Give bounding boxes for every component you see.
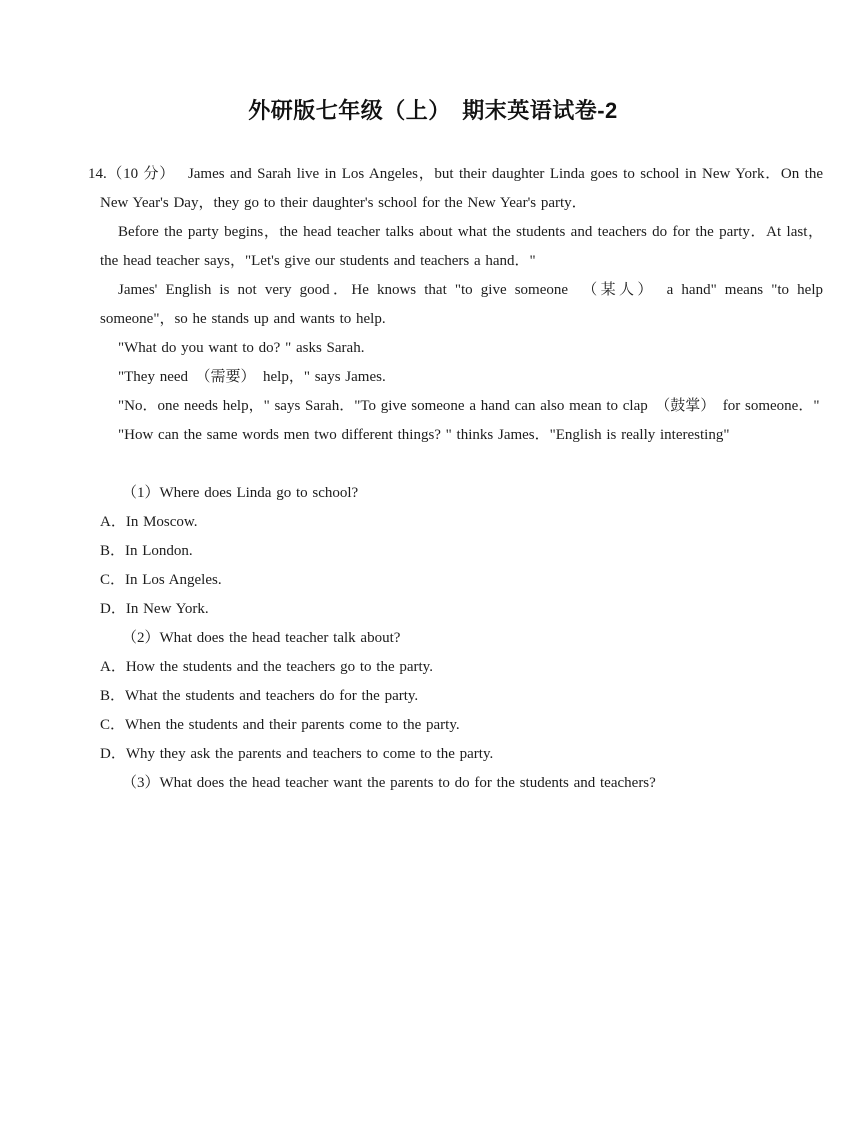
- paragraph-text: James and Sarah live in Los Angeles，but their daughter Linda goes to school in New York．On the New Year's Day，they go to their daughter's school for the New Year's party．: [100, 166, 823, 211]
- passage-paragraph: "No．one needs help，" says Sarah．"To give someone a hand can also mean to clap （鼓掌） for someone．": [118, 398, 820, 414]
- option: B．In London.: [100, 543, 193, 559]
- option: A．How the students and the teachers go to the party.: [100, 659, 433, 675]
- option: C．When the students and their parents come to the party.: [100, 717, 460, 733]
- subquestion-stem: （1）Where does Linda go to school?: [122, 485, 359, 501]
- document-title: 外研版七年级（上） 期末英语试卷-2: [248, 98, 618, 123]
- passage-paragraph: Before the party begins，the head teacher talks about what the students and teachers do for the party．At last，the head teacher says，"Let's give our students and teachers a hand．": [100, 224, 823, 269]
- option: D．Why they ask the parents and teachers to come to the party.: [100, 746, 494, 762]
- question-number: 14.（10 分）: [88, 166, 175, 182]
- document-body: [88, 160, 823, 798]
- subquestion-stem: （2）What does the head teacher talk about?: [122, 630, 401, 646]
- option: A．In Moscow.: [100, 514, 198, 530]
- option: D．In New York.: [100, 601, 209, 617]
- option: B．What the students and teachers do for the party.: [100, 688, 419, 704]
- passage-paragraph: "How can the same words men two different things? " thinks James．"English is really interesting": [118, 427, 730, 443]
- option: C．In Los Angeles.: [100, 572, 222, 588]
- passage-paragraph: [88, 160, 823, 218]
- passage-paragraph: James' English is not very good．He knows that "to give someone （某人） a hand" means "to help someone"，so he stands up and wants to help.: [100, 282, 823, 327]
- passage-paragraph: "What do you want to do? " asks Sarah.: [118, 340, 365, 356]
- passage-paragraph: "They need （需要） help，" says James.: [118, 369, 386, 385]
- subquestion-stem: （3）What does the head teacher want the parents to do for the students and teachers?: [122, 775, 656, 791]
